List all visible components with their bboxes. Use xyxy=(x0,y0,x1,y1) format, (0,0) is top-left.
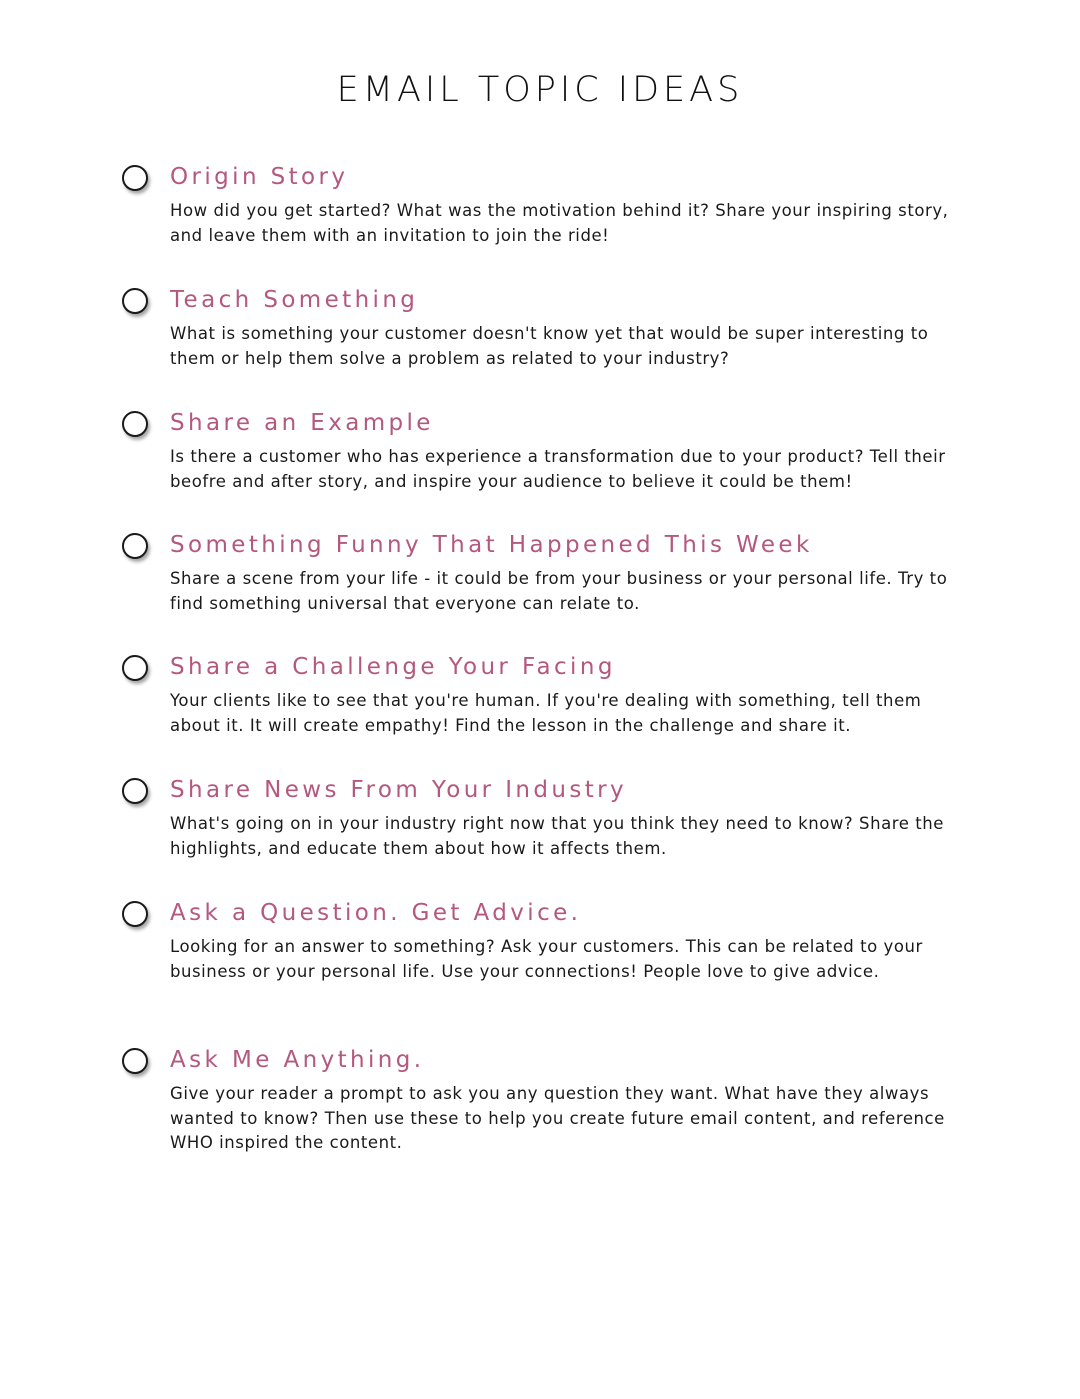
item-description: How did you get started? What was the motivation behind it? Share your inspiring story, and leave them with an invitation to join the ride! xyxy=(170,201,949,245)
item-description: Your clients like to see that you're human. If you're dealing with something, tell them about it. It will create empathy! Find the lesson in the challenge and share it. xyxy=(170,691,922,735)
checkbox-circle-icon[interactable] xyxy=(122,778,148,804)
item-heading: Ask a Question. Get Advice. xyxy=(170,900,582,926)
checkbox-circle-icon[interactable] xyxy=(122,1048,148,1074)
checkbox-circle-icon[interactable] xyxy=(122,533,148,559)
item-description: Looking for an answer to something? Ask your customers. This can be related to your business or your personal life. Use your connections! People love to give advice. xyxy=(170,937,923,981)
checkbox-circle-icon[interactable] xyxy=(122,901,148,927)
item-description: What is something your customer doesn't know yet that would be super interesting to them or help them solve a problem as related to your industry? xyxy=(170,324,929,368)
page-title: EMAIL TOPIC IDEAS xyxy=(336,70,744,110)
checkbox-circle-icon[interactable] xyxy=(122,411,148,437)
item-description: Give your reader a prompt to ask you any question they want. What have they always wanted to know? Then use these to help you create future email content, and reference WHO inspired the content. xyxy=(170,1084,945,1153)
item-heading: Share News From Your Industry xyxy=(170,777,628,803)
checkbox-circle-icon[interactable] xyxy=(122,655,148,681)
checkbox-circle-icon[interactable] xyxy=(122,288,148,314)
item-heading: Origin Story xyxy=(170,164,349,190)
item-heading: Share an Example xyxy=(170,410,434,436)
item-heading: Share a Challenge Your Facing xyxy=(170,654,616,680)
item-heading: Something Funny That Happened This Week xyxy=(170,532,813,558)
item-description: Is there a customer who has experience a transformation due to your product? Tell their beofre and after story, and inspire your audience to believe it could be them! xyxy=(170,447,946,491)
item-heading: Teach Something xyxy=(170,287,419,313)
checkbox-circle-icon[interactable] xyxy=(122,165,148,191)
item-heading: Ask Me Anything. xyxy=(170,1047,425,1073)
item-description: What's going on in your industry right now that you think they need to know? Share the highlights, and educate them about how it affects them. xyxy=(170,814,944,858)
item-description: Share a scene from your life - it could be from your business or your personal life. Try to find something universal that everyone can relate to. xyxy=(170,569,948,613)
